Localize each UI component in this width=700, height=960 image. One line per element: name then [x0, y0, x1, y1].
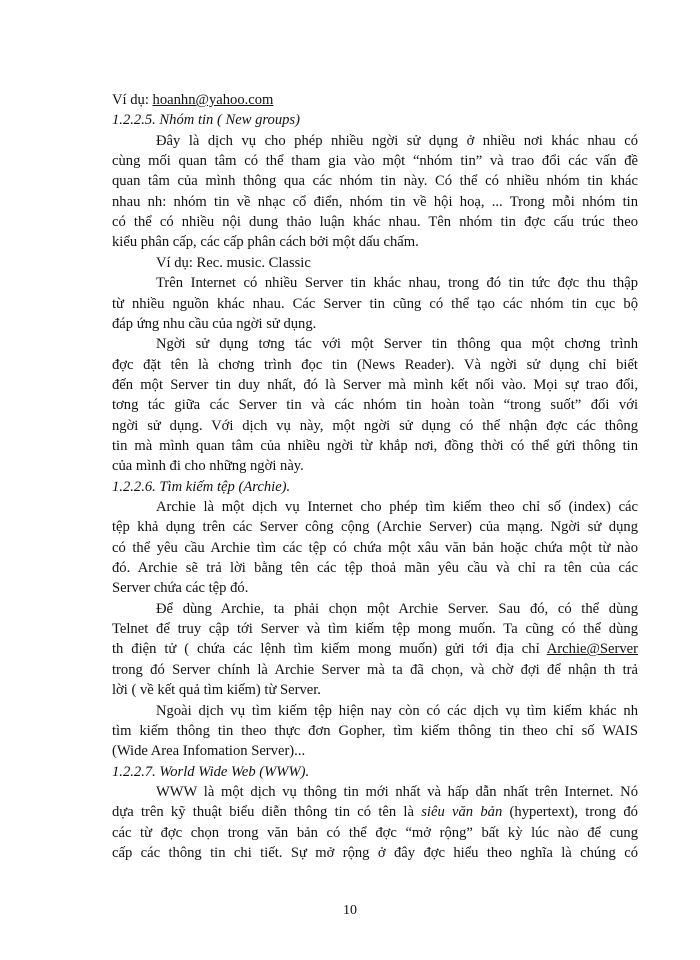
line-text: kiểu phân cấp, các cấp phân cách bởi một dấu chấm.: [112, 234, 419, 251]
page-number: 10: [343, 903, 357, 918]
line-text: cấp các thông tin chi tiết. Sự mở rộng ở đây đợc hiểu theo nghĩa là chúng có: [112, 844, 638, 861]
text-line: [112, 436, 638, 457]
italic-term: siêu văn bản: [421, 804, 503, 821]
line-text: đến một Server tin duy nhất, đó là Server mà mình kết nối vào. Mọi sự trao đổi,: [112, 376, 638, 393]
text-line: [112, 680, 638, 701]
line-text: tìm kiếm thông tin theo thực đơn Gopher, tìm kiếm thông tin theo chỉ số WAIS: [112, 722, 638, 739]
text-line: [112, 232, 638, 253]
text-line: [112, 151, 638, 172]
text-line: [112, 558, 638, 579]
text-line: [112, 395, 638, 416]
line-text: WWW là một dịch vụ thông tin mới nhất và hấp dẫn nhất trên Internet. Nó: [156, 783, 638, 800]
text-line: [112, 477, 638, 498]
text-line: [112, 416, 638, 437]
text-line: [112, 90, 638, 111]
line-text: th điện tử ( chứa các lệnh tìm kiếm mong muốn) gửi tới địa chỉ: [112, 641, 547, 658]
line-text: dựa trên kỹ thuật biểu diễn thông tin có tên là: [112, 804, 422, 821]
text-line: [156, 701, 638, 722]
text-line: [112, 110, 638, 131]
line-text: các từ đợc chọn trong văn bản có thể đợc “mở rộng” bất kỳ lúc nào để cung: [112, 824, 638, 841]
line-text: Ví dụ: Rec. music. Classic: [156, 254, 311, 271]
line-text: 1.2.2.6. Tìm kiếm tệp (Archie).: [112, 478, 291, 495]
line-text: Trên Internet có nhiều Server tin khác nhau, trong đó tin tức đợc thu thập: [156, 275, 638, 292]
line-text: có thể có nhiều nội dung thảo luận khác nhau. Tên nhóm tin đợc cấu trúc theo: [112, 214, 638, 231]
line-text-continued: (hypertext), trong đó: [502, 804, 638, 821]
text-line: [112, 171, 638, 192]
line-text: trong đó Server chính là Archie Server mà ta đã chọn, và chờ đợi để nhận th trả: [112, 661, 638, 678]
line-text: cùng mối quan tâm có thể tham gia vào một “nhóm tin” và trao đổi các vấn đề: [112, 153, 638, 170]
line-text: đó. Archie sẽ trả lời bằng tên các tệp thoả mãn yêu cầu và chỉ ra tên của các: [112, 560, 638, 577]
text-line: [112, 517, 638, 538]
line-text: Ngời sử dụng tơng tác với một Server tin thông qua một chơng trình: [156, 336, 638, 353]
line-text: 1.2.2.7. World Wide Web (WWW).: [112, 763, 310, 780]
text-line: [112, 294, 638, 315]
text-line: [156, 253, 638, 274]
text-line: [112, 619, 638, 640]
line-text: Để dùng Archie, ta phải chọn một Archie Server. Sau đó, có thể dùng: [156, 600, 638, 617]
email-link[interactable]: Archie@Server: [546, 641, 638, 658]
line-text: tơng tác giữa các Server tin và các nhóm tin hoàn toàn “trong suốt” đối với: [112, 397, 638, 414]
text-line: [112, 823, 638, 844]
text-line: [112, 762, 638, 783]
email-link[interactable]: hoanhn@yahoo.com: [152, 92, 274, 108]
text-line: [112, 192, 638, 213]
text-line: [112, 456, 638, 477]
line-text: từ nhiều nguồn khác nhau. Các Server tin cũng có thể tạo các nhóm tin cục bộ: [112, 295, 638, 312]
line-text: (Wide Area Infomation Server)...: [112, 743, 306, 760]
text-line: [156, 131, 638, 152]
text-line: [112, 538, 638, 559]
line-text: nhau nh: nhóm tin về nhạc cổ điển, nhóm tin về hội hoạ, ... Trong mỗi nhóm tin: [112, 193, 638, 210]
text-line: [156, 599, 638, 620]
line-text: Telnet để truy cập tới Server và tìm kiếm tệp mong muốn. Ta cũng có thể dùng: [112, 621, 638, 638]
text-line: [112, 843, 638, 864]
line-text: Archie là một dịch vụ Internet cho phép tìm kiếm theo chỉ số (index) các: [156, 499, 638, 515]
line-text: Ví dụ:: [112, 92, 153, 108]
line-text: 1.2.2.5. Nhóm tin ( New groups): [112, 112, 300, 129]
text-line: [112, 660, 638, 681]
line-text: Ngoài dịch vụ tìm kiếm tệp hiện nay còn có các dịch vụ tìm kiếm khác nh: [156, 702, 638, 719]
text-line: [112, 741, 638, 762]
line-text: đợc đặt tên là chơng trình đọc tin (News Reader). Và ngời sử dụng chỉ biết: [112, 356, 638, 373]
text-line: [112, 375, 638, 396]
text-line: [112, 802, 638, 823]
line-text: của mình đi cho những ngời này.: [112, 458, 304, 475]
text-line: [156, 334, 638, 355]
text-line: [112, 578, 638, 599]
text-line: [112, 314, 638, 335]
text-line: [156, 782, 638, 803]
line-text: có thể yêu cầu Archie tìm các tệp có chứa một xâu văn bản hoặc chứa một từ nào: [112, 539, 638, 556]
line-text: Server chứa các tệp đó.: [112, 580, 249, 597]
line-text: tệp khả dụng trên các Server công cộng (Archie Server) của mạng. Ngời sử dụng: [112, 519, 638, 536]
line-text: đáp ứng nhu cầu của ngời sử dụng.: [112, 315, 317, 332]
text-line: [156, 273, 638, 294]
line-text: lời ( về kết quả tìm kiếm) từ Server.: [112, 682, 321, 699]
text-line: [112, 721, 638, 742]
line-text: quan tâm của mình thông qua các nhóm tin này. Có thể có nhiều nhóm tin khác: [112, 173, 638, 190]
line-text: Đây là dịch vụ cho phép nhiều ngời sử dụng ở nhiều nơi khác nhau có: [156, 132, 638, 149]
text-line: [112, 355, 638, 376]
text-line: [112, 212, 638, 233]
line-text: tin mà mình quan tâm của nhiều ngời từ khắp nơi, đồng thời có thể gửi thông tin: [112, 437, 638, 454]
text-line: [112, 639, 638, 660]
text-line: [156, 497, 638, 518]
line-text: ngời sử dụng. Với dịch vụ này, một ngời sử dụng có thể nhận đợc các thông: [112, 417, 638, 434]
